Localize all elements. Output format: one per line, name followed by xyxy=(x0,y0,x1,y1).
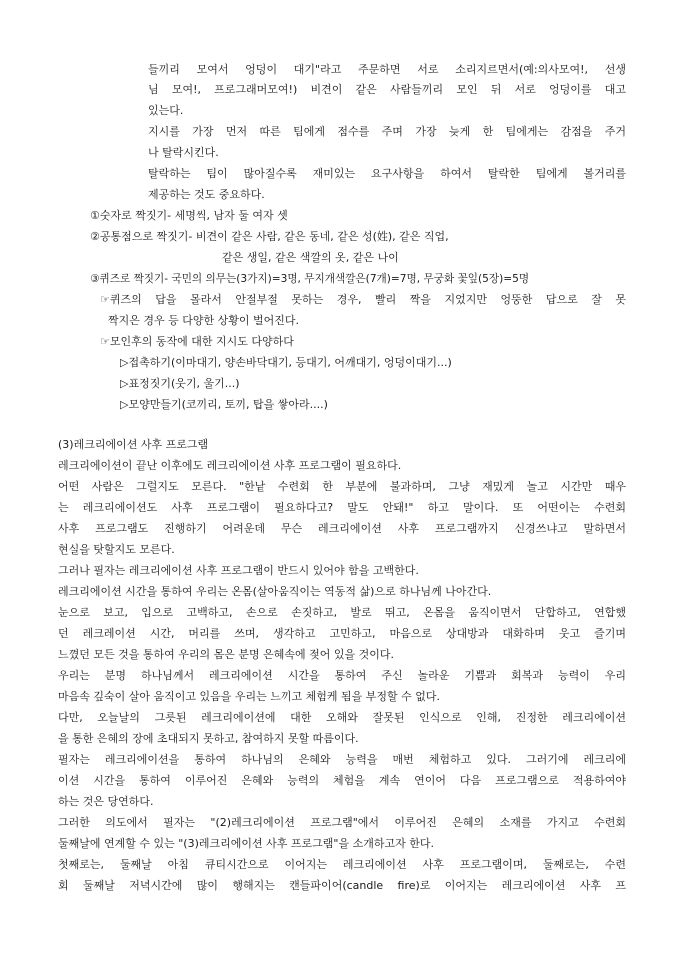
intro-para3-line1: 탈락하는 팀이 많아질수록 재미있는 요구사항을 하여서 탈락한 팀에게 볼거리를 xyxy=(148,167,626,180)
body-line: 필자는 레크리에이션을 통하여 하나님의 은혜와 능력을 매번 체험하고 있다. 그러기에 레크리에 xyxy=(58,753,626,766)
pairing-item-quiz: ③퀴즈로 짝짓기- 국민의 의무는(3가지)=3명, 무지개색깔은(7개)=7명, 무궁화 꽃잎(5장)=5명 xyxy=(90,273,530,285)
intro-para2-line1: 지시를 가장 먼저 따른 팀에게 점수를 주며 가장 늦게 한 팀에게는 감점을 주거 xyxy=(148,125,626,138)
action-note: ☞모인후의 동작에 대한 지시도 다양하다 xyxy=(100,335,294,348)
intro-para1-line2: 님 모여!, 프로그래머모여!) 비견이 같은 사람들끼리 모인 뒤 서로 엉덩이를 대고 xyxy=(148,83,626,96)
intro-para1-line3: 있는다. xyxy=(148,104,184,117)
body-line: 레크리에이션이 끝난 이후에도 레크리에이션 사후 프로그램이 필요하다. xyxy=(58,459,402,472)
intro-para2-line2: 나 탈락시킨다. xyxy=(148,146,219,159)
body-line: 둘째날에 연계할 수 있는 "(3)레크리에이션 사후 프로그램"을 소개하고자 한다. xyxy=(58,837,434,850)
quiz-note-line2: 짝지은 경우 등 다양한 상황이 벌어진다. xyxy=(108,314,299,327)
body-line: 그러나 필자는 레크리에이션 사후 프로그램이 반드시 있어야 함을 고백한다. xyxy=(58,564,419,577)
body-line: 을 통한 은혜의 장에 초대되지 못하고, 참여하지 못할 따름이다. xyxy=(58,732,359,745)
body-line: 던 레크레이션 시간, 머리를 쓰며, 생각하고 고민하고, 마음으로 상대방과 대화하며 웃고 즐기며 xyxy=(58,627,626,640)
body-line: 레크리에이션 시간을 통하여 우리는 온몸(살아움직이는 역동적 삶)으로 하나님께 나아간다. xyxy=(58,585,492,598)
body-line: 하는 것은 당연하다. xyxy=(58,795,154,808)
pairing-item-number: ①숫자로 짝짓기- 세명씩, 남자 둘 여자 셋 xyxy=(90,209,288,222)
body-line: 회 둘째날 저녁시간에 많이 행해지는 캔들파이어(candle fire)로 이어지는 레크리에이션 사후 프 xyxy=(58,879,626,892)
quiz-note-line1: ☞퀴즈의 답을 몰라서 안절부절 못하는 경우, 빨리 짝을 지었지만 엉뚱한 답으로 잘 못 xyxy=(100,293,626,306)
body-line: 첫째로는, 둘째날 아침 큐티시간으로 이어지는 레크리에이션 사후 프로그램이며, 둘째로는, 수련 xyxy=(58,858,626,871)
body-line: 마음속 깊숙이 살아 움직이고 있음을 우리는 느끼고 체험케 됨을 부정할 수 없다. xyxy=(58,690,440,703)
body-line: 사후 프로그램도 진행하기 어려운데 무슨 레크리에이션 사후 프로그램까지 신경쓰냐고 말하면서 xyxy=(58,522,626,535)
action-shapes: ▷모양만들기(코끼리, 토끼, 탑을 쌓아라....) xyxy=(120,398,328,411)
pairing-item-common-line1: ②공통점으로 짝짓기- 비견이 같은 사람, 같은 동네, 같은 성(姓), 같은 직업, xyxy=(90,230,449,243)
intro-para1-line1: 들끼리 모여서 엉덩이 대기"라고 주문하면 서로 소리지르면서(예:의사모여!, 선생 xyxy=(148,63,626,76)
body-line: 눈으로 보고, 입으로 고백하고, 손으로 손짓하고, 발로 뛰고, 온몸을 움직이면서 단합하고, 연합했 xyxy=(58,606,626,619)
body-line: 그러한 의도에서 필자는 "(2)레크리에이션 프로그램"에서 이루어진 은혜의 소재를 가지고 수련회 xyxy=(58,816,626,829)
body-line: 는 레크리에이션도 사후 프로그램이 필요하다고? 말도 안돼!" 하고 말이다. 또 어떤이는 수련회 xyxy=(58,501,626,514)
body-line: 느꼈던 모든 것을 통하여 우리의 몸은 분명 은혜속에 젖어 있을 것이다. xyxy=(58,648,394,661)
body-line: 다만, 오늘날의 그릇된 레크리에이션에 대한 오해와 잘못된 인식으로 인해, 진정한 레크리에이션 xyxy=(58,711,626,724)
action-contact: ▷접촉하기(이마대기, 양손바닥대기, 등대기, 어깨대기, 엉덩이대기...) xyxy=(120,356,452,369)
body-line: 어떤 사람은 그럴지도 모른다. "한낱 수련회 한 부분에 불과하며, 그냥 재밌게 놀고 시간만 때우 xyxy=(58,480,626,493)
body-line: 이션 시간을 통하여 이루어진 은혜와 능력의 체험을 계속 연이어 다음 프로그램으로 적용하여야 xyxy=(58,774,626,787)
body-line: 우리는 분명 하나님께서 레크리에이션 시간을 통하여 주신 놀라운 기쁨과 회복과 능력이 우리 xyxy=(58,669,626,682)
pairing-item-common-line2: 같은 생일, 같은 색깔의 옷, 같은 나이 xyxy=(222,251,399,264)
section-heading: (3)레크리에이션 사후 프로그램 xyxy=(58,438,209,451)
body-line: 현실을 탓할지도 모른다. xyxy=(58,543,175,556)
intro-para3-line2: 제공하는 것도 중요하다. xyxy=(148,188,265,201)
action-expression: ▷표정짓기(웃기, 울기...) xyxy=(120,377,240,390)
